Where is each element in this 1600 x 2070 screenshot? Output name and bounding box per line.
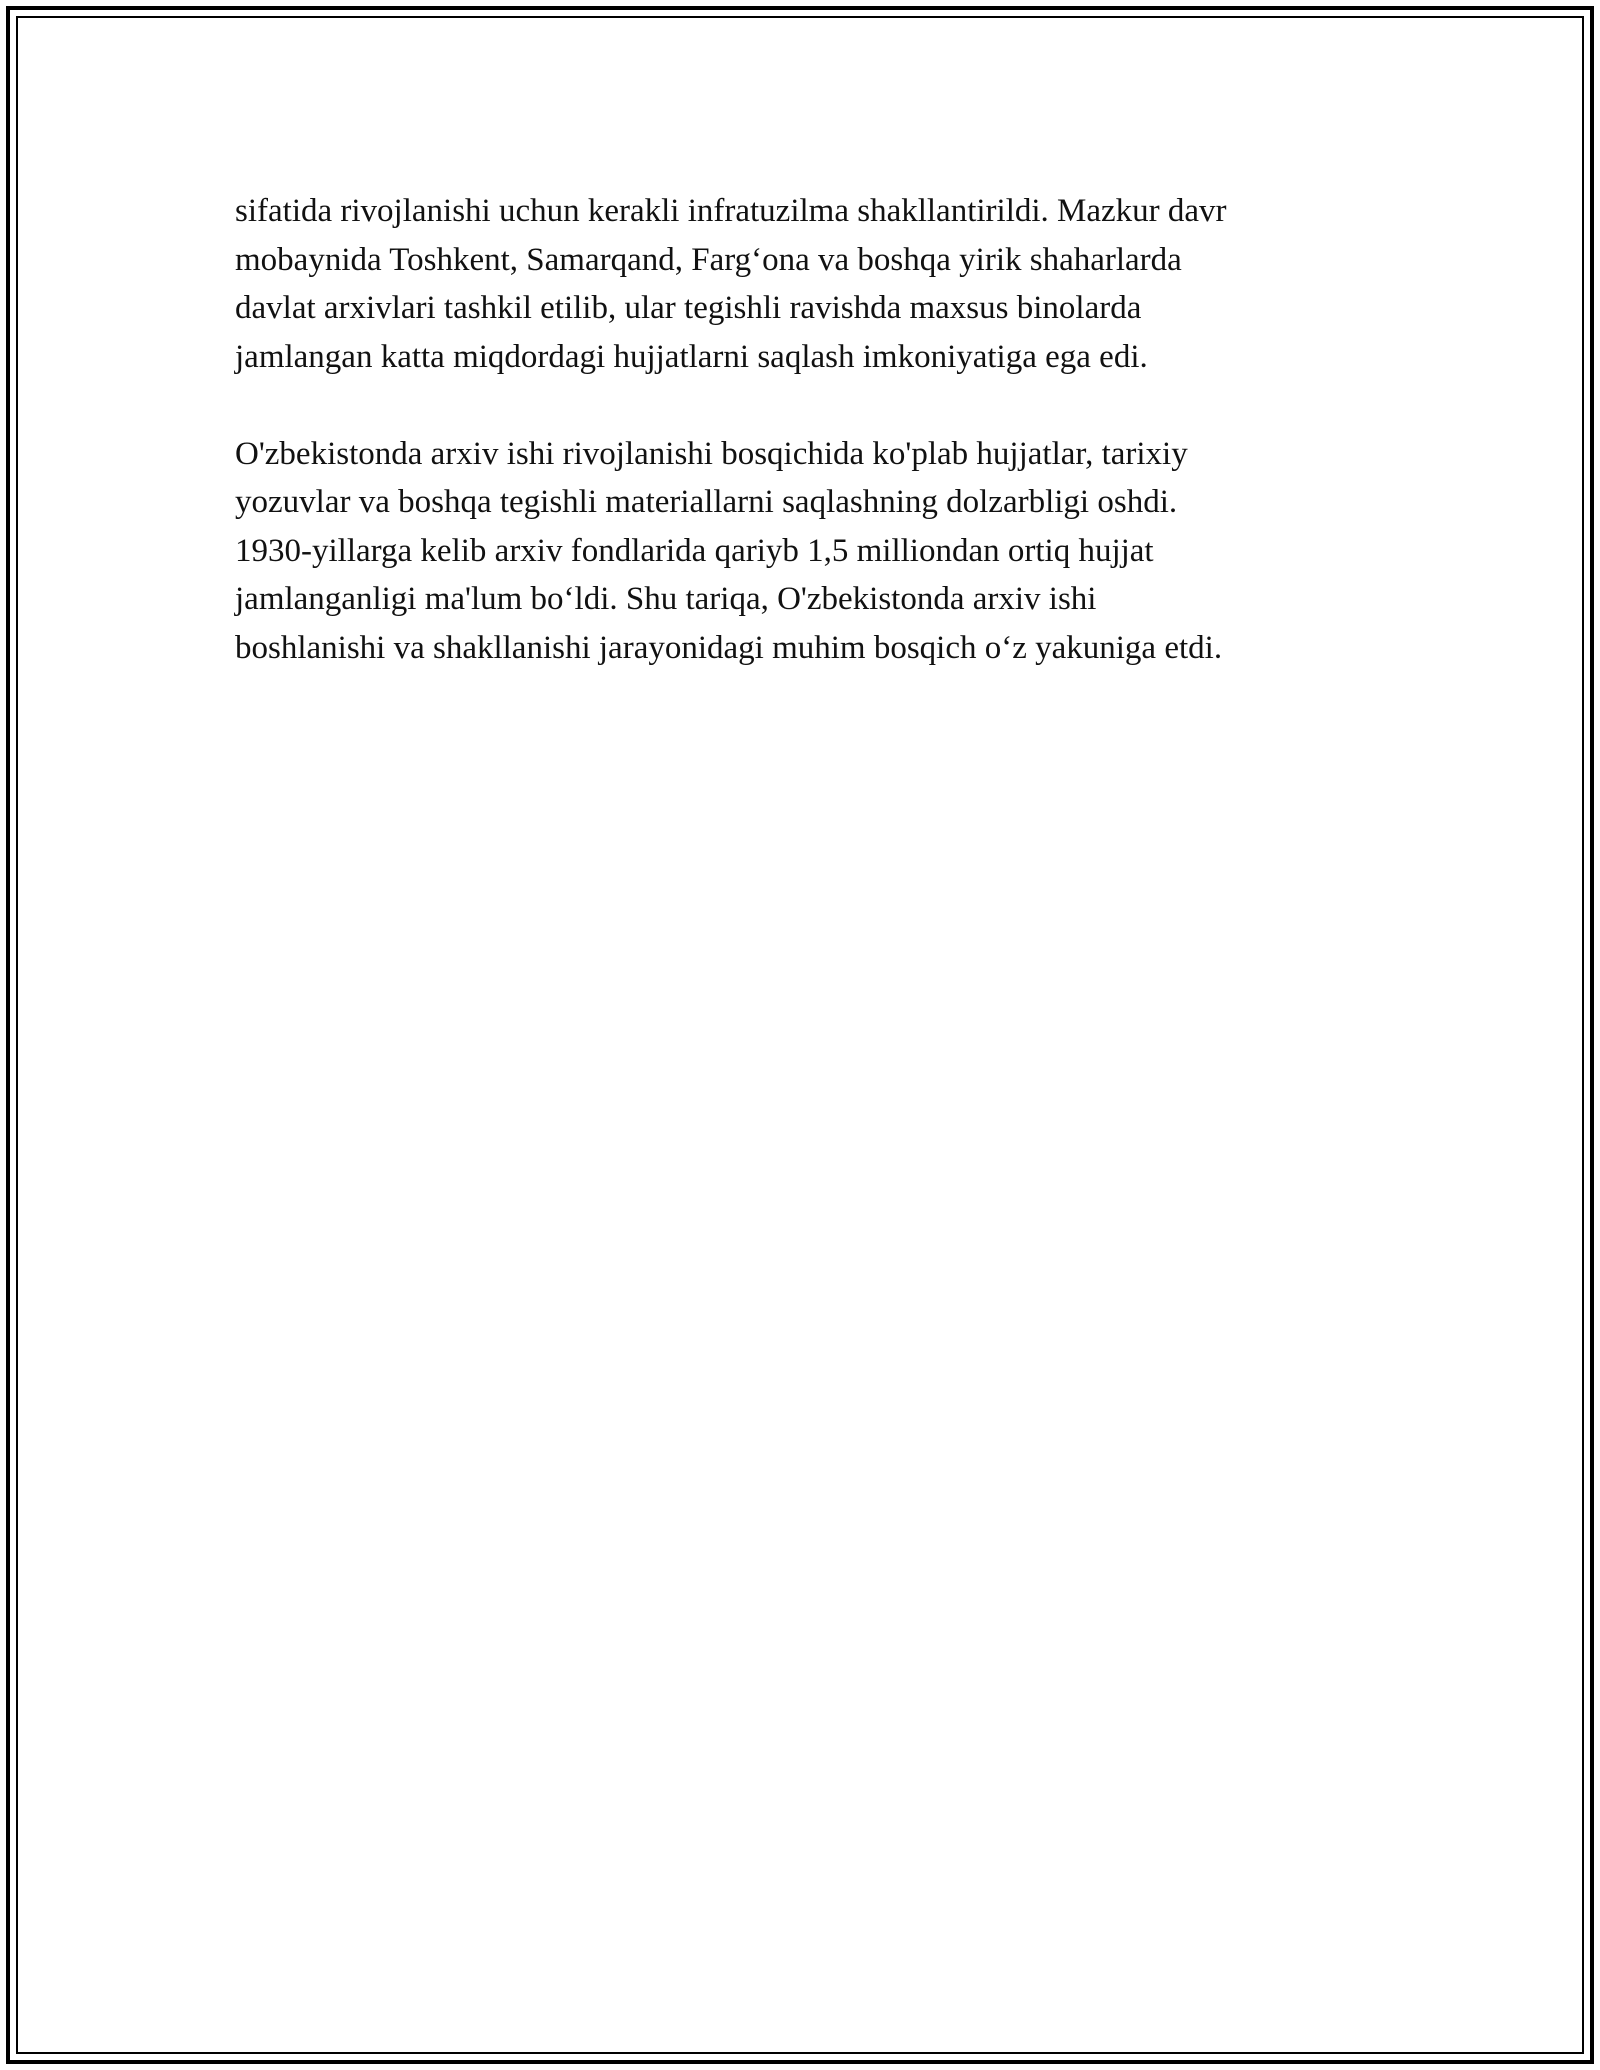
text-line: mobaynida Toshkent, Samarqand, Farg‘ona va boshqa yirik shaharlarda <box>235 241 1182 278</box>
document-body <box>235 187 1385 672</box>
text-line: yozuvlar va boshqa tegishli materiallarni saqlashning dolzarbligi oshdi. <box>235 484 1178 520</box>
text-line: jamlanganligi ma'lum bo‘ldi. Shu tariqa, O'zbekistonda arxiv ishi <box>235 581 1097 617</box>
text-line: 1930-yillarga kelib arxiv fondlarida qariyb 1,5 milliondan ortiq hujjat <box>235 532 1154 569</box>
text-line: davlat arxivlari tashkil etilib, ular tegishli ravishda maxsus binolarda <box>235 290 1142 326</box>
text-line: boshlanishi va shakllanishi jarayonidagi muhim bosqich o‘z yakuniga etdi. <box>235 629 1223 666</box>
paragraph-2 <box>235 430 1385 673</box>
paragraph-1 <box>235 187 1385 381</box>
text-line: O'zbekistonda arxiv ishi rivojlanishi bosqichida ko'plab hujjatlar, tarixiy <box>235 435 1188 472</box>
text-line: jamlangan katta miqdordagi hujjatlarni saqlash imkoniyatiga ega edi. <box>235 338 1148 375</box>
text-line: sifatida rivojlanishi uchun kerakli infratuzilma shakllantirildi. Mazkur davr <box>235 193 1227 229</box>
